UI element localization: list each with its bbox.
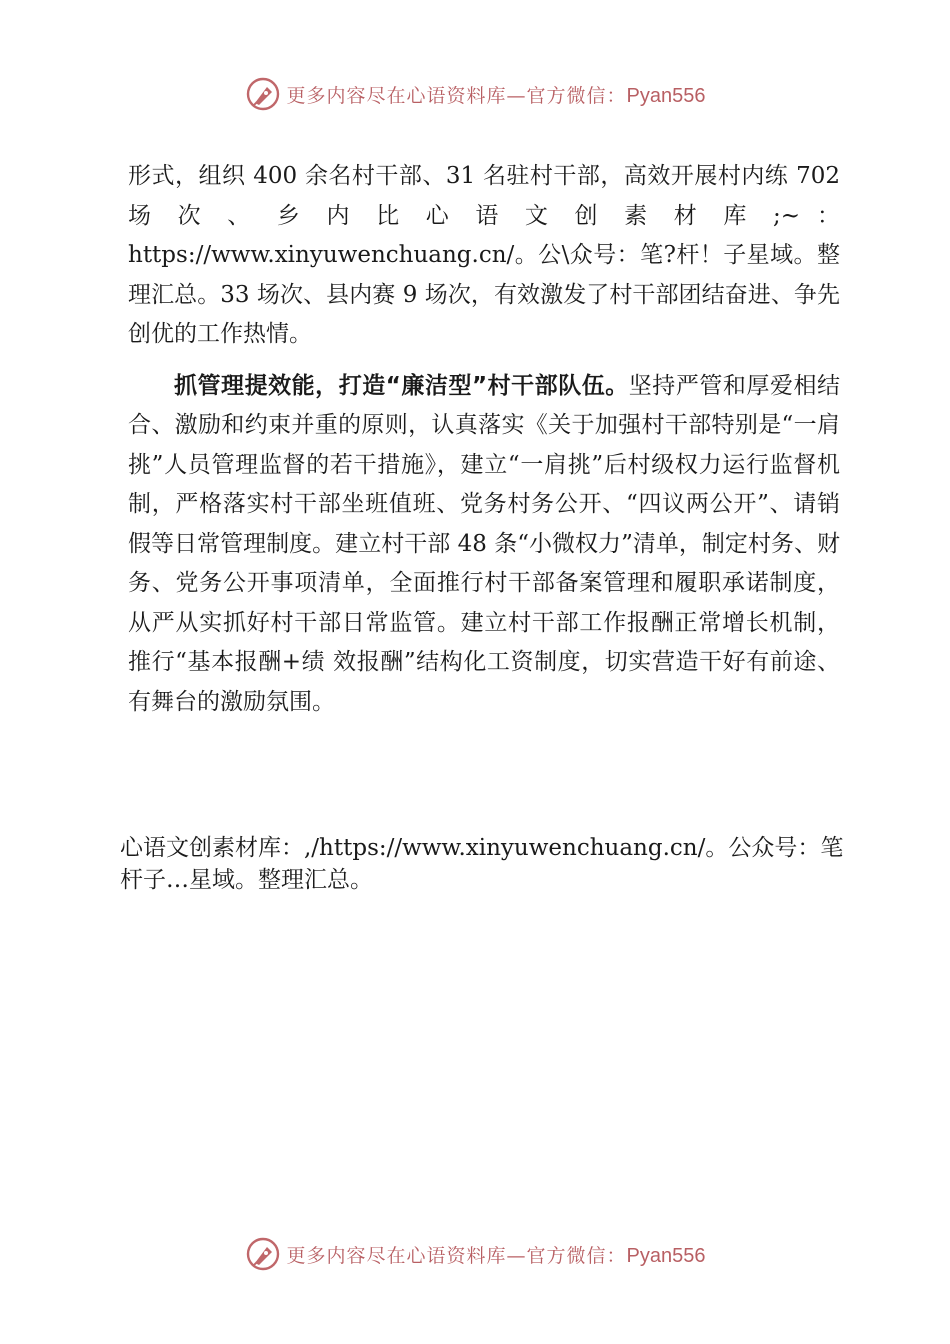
paragraph-heading: 抓管理提效能，打造“廉洁型”村干部队伍。 bbox=[174, 372, 629, 399]
watermark-text bbox=[287, 1241, 706, 1268]
paragraph-line: 形式，组织 400 余名村干部、31 名驻村干部，高效开展村内练 702 bbox=[128, 163, 840, 189]
paragraph-text: 坚持严管和厚爱相结合、激励和约束并重的原则，认真落实《关于加强村干部特别是“一肩挑”人员管理监督的若干措施》，建立“一肩挑”后村级权力运行监督机制，严格落实村干部坐班值班、党务村务公开、“四议两公开”、请销假等日常管理制度。建立村干部 48 条“小微权力”清单，制定村务、财务、党务公开事项清单，全面推行村干部备案管理和履职承诺制度，从严从实抓好村干部日常监管。建立村干部工作报酬正常增长机制，推行“基本报酬+绩 效报酬”结构化工资制度，切实营造干好有前途、有舞台的激励氛围。 bbox=[128, 372, 840, 715]
source-note: 心语文创素材库：,/https://www.xinyuwenchuang.cn/。公众号：笔杆子…星域。整理汇总。 bbox=[120, 835, 844, 893]
watermark-slogan: 更多内容尽在心语资料库—官方微信： bbox=[286, 1244, 627, 1267]
document-body bbox=[128, 157, 840, 722]
fountain-pen-nib-icon bbox=[245, 1236, 281, 1272]
paragraph-line: 场 次 、 乡 内 比 心 语 文 创 素 材 库 ;~ ： bbox=[128, 202, 840, 229]
paragraph-management bbox=[128, 367, 840, 723]
fountain-pen-nib-icon bbox=[245, 76, 281, 112]
watermark-account: Pyan556 bbox=[626, 84, 706, 107]
footer-watermark bbox=[0, 1232, 950, 1276]
paragraph-text: https://www.xinyuwenchuang.cn/。公\众号：笔?杆！子星域。整理汇总。33 场次、县内赛 9 场次，有效激发了村干部团结奋进、争先创优的工作热情。 bbox=[128, 242, 840, 347]
paragraph-training bbox=[128, 157, 840, 355]
header-watermark bbox=[0, 72, 950, 116]
watermark-slogan: 更多内容尽在心语资料库—官方微信： bbox=[286, 84, 627, 107]
watermark-text bbox=[287, 81, 706, 108]
watermark-account: Pyan556 bbox=[626, 1244, 706, 1267]
